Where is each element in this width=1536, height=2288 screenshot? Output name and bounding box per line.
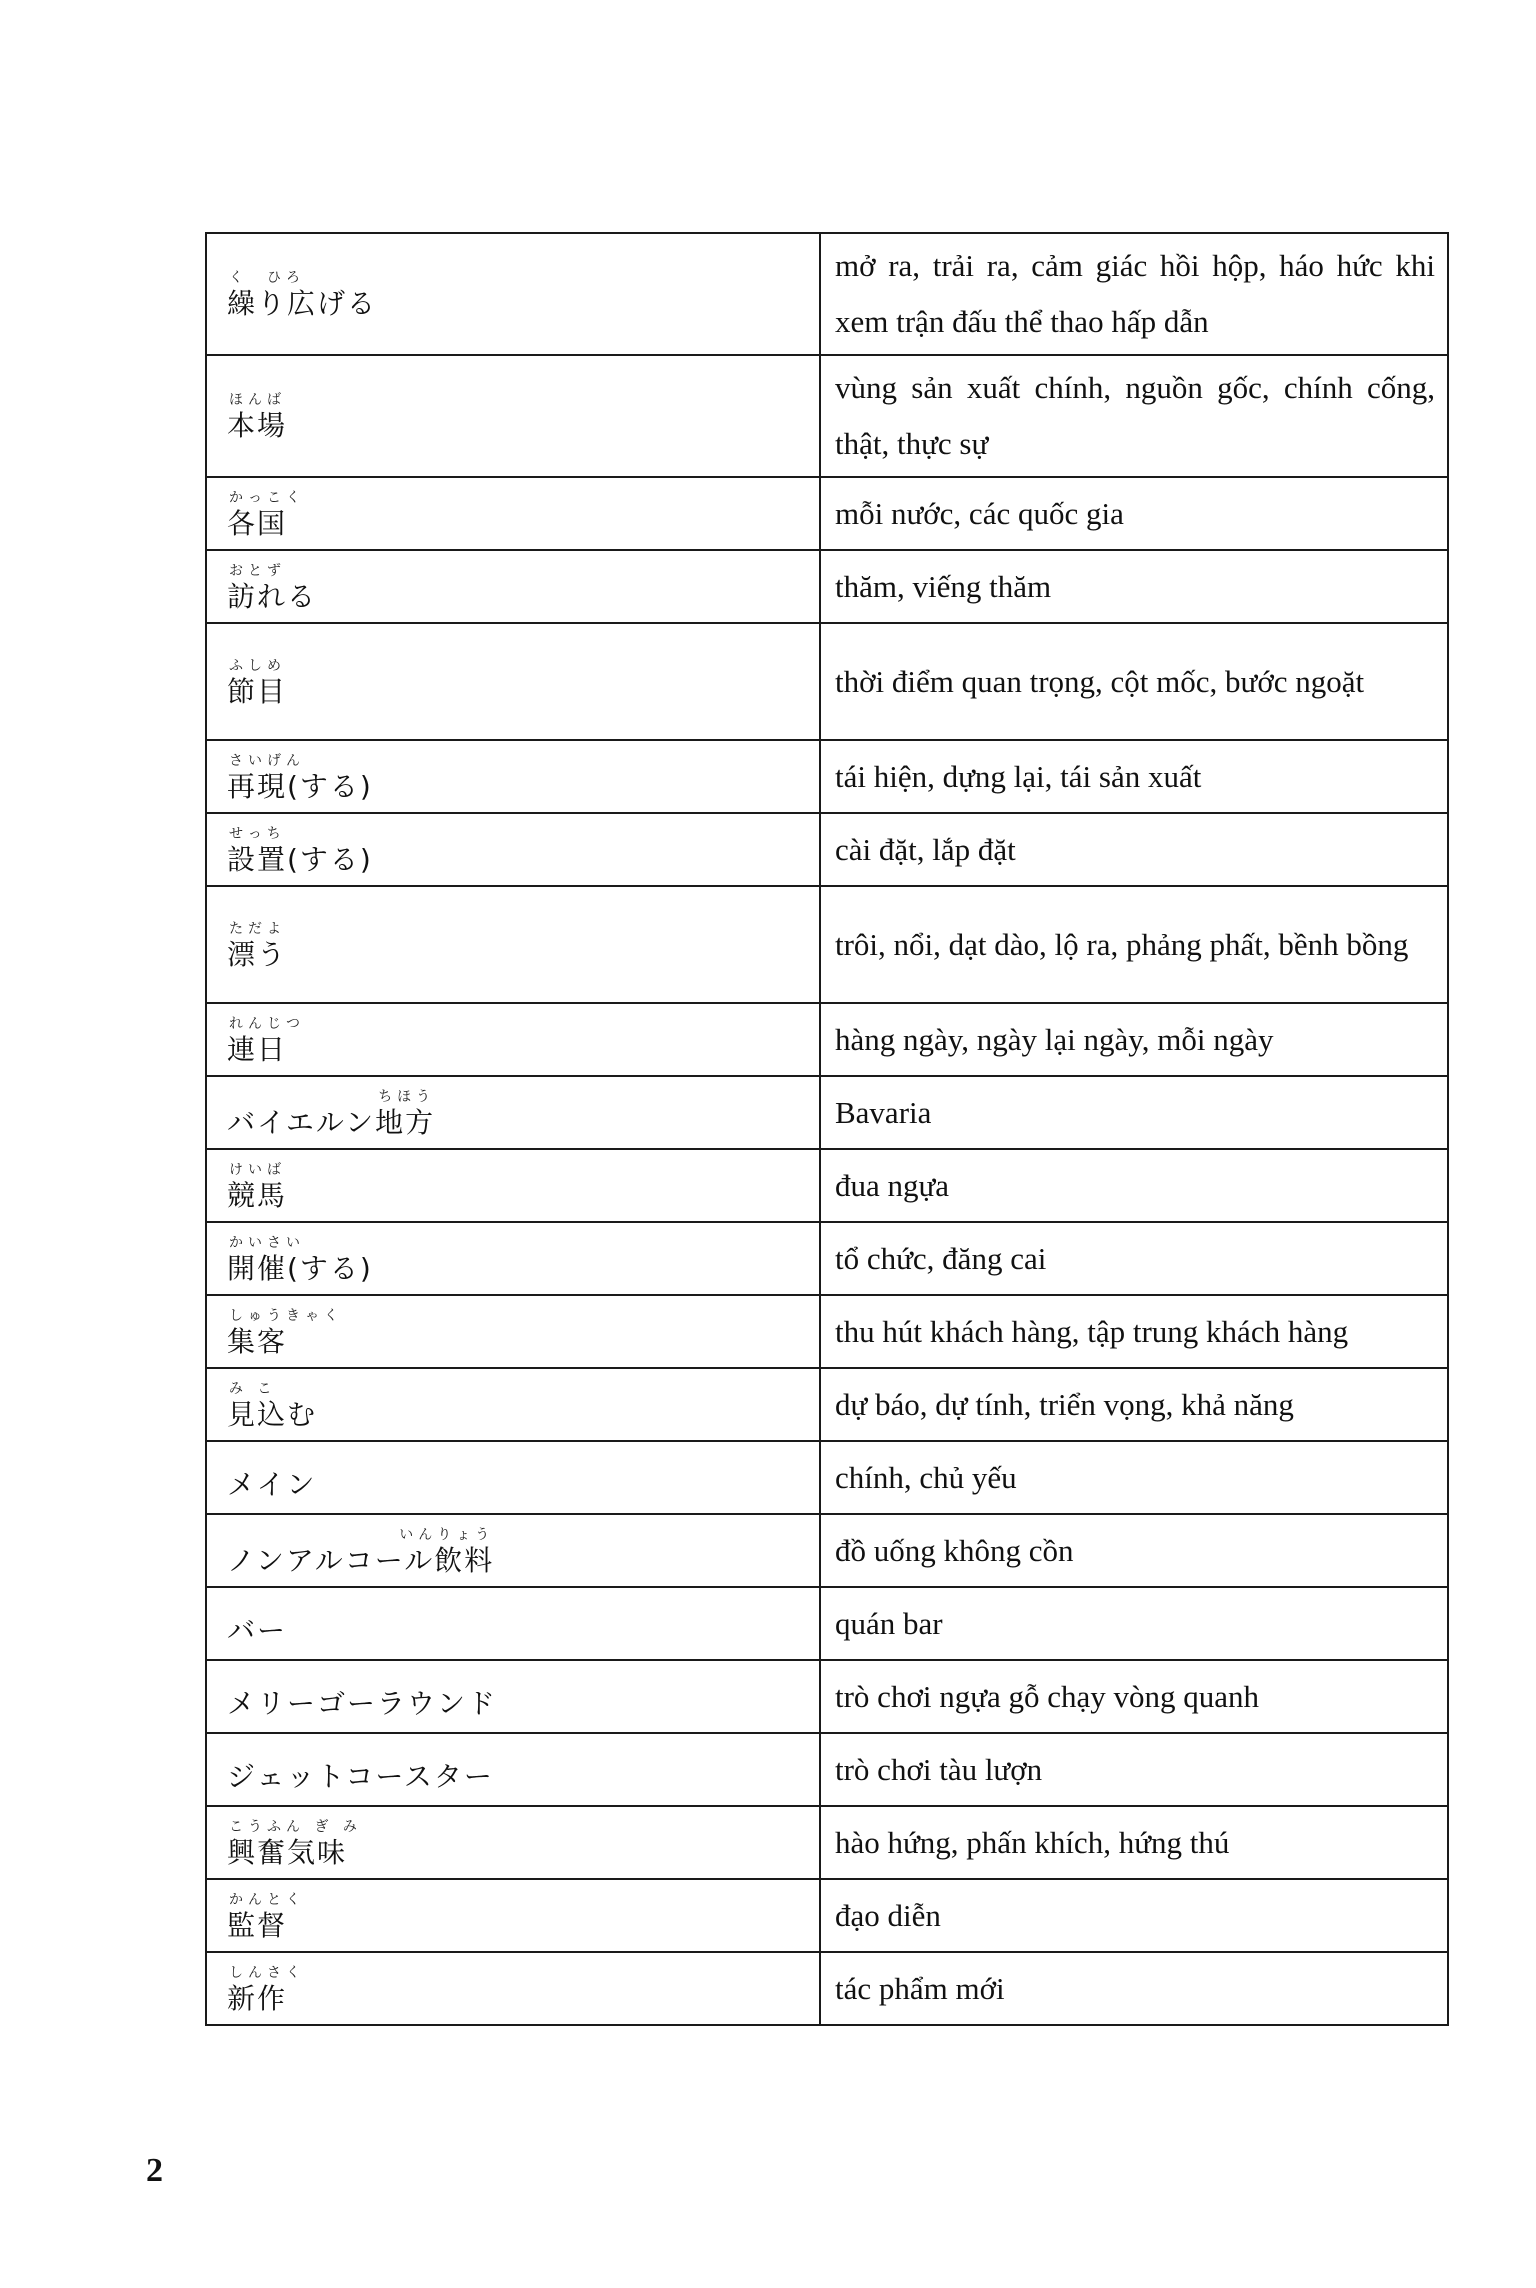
vietnamese-meaning: đồ uống không cồn — [820, 1514, 1448, 1587]
furigana: ふしめ — [229, 657, 286, 674]
japanese-term: メイン — [227, 1468, 317, 1501]
term-cell — [206, 355, 820, 477]
japanese-term: 見込む — [227, 1397, 318, 1431]
japanese-term: 各国 — [227, 506, 288, 540]
furigana: しゅうきゃく — [229, 1307, 343, 1324]
japanese-term: バー — [227, 1614, 288, 1647]
term-cell — [206, 813, 820, 886]
table-row — [206, 1003, 1448, 1076]
vietnamese-meaning: tác phẩm mới — [820, 1952, 1448, 2025]
japanese-term: 設置(する) — [227, 842, 373, 876]
japanese-term: 漂う — [227, 937, 288, 971]
furigana: けいば — [229, 1161, 286, 1178]
table-row — [206, 1514, 1448, 1587]
japanese-term: 開催(する) — [227, 1251, 373, 1285]
vietnamese-meaning: tái hiện, dựng lại, tái sản xuất — [820, 740, 1448, 813]
table-row — [206, 1952, 1448, 2025]
vietnamese-meaning: Bavaria — [820, 1076, 1448, 1149]
table-row — [206, 477, 1448, 550]
vietnamese-meaning: trò chơi tàu lượn — [820, 1733, 1448, 1806]
term-cell — [206, 740, 820, 813]
term-cell — [206, 233, 820, 355]
vietnamese-meaning: thu hút khách hàng, tập trung khách hàng — [820, 1295, 1448, 1368]
term-cell — [206, 1879, 820, 1952]
vietnamese-meaning: cài đặt, lắp đặt — [820, 813, 1448, 886]
table-row — [206, 623, 1448, 740]
term-cell — [206, 1806, 820, 1879]
japanese-term: 連日 — [227, 1032, 288, 1066]
japanese-term: 繰り広げる — [227, 287, 378, 320]
term-cell — [206, 1587, 820, 1660]
vietnamese-meaning: tổ chức, đăng cai — [820, 1222, 1448, 1295]
vietnamese-meaning: thăm, viếng thăm — [820, 550, 1448, 623]
japanese-term: 競馬 — [227, 1178, 288, 1212]
japanese-term: 再現(する) — [227, 769, 373, 803]
japanese-term: 興奮気味 — [227, 1835, 348, 1869]
furigana: れんじつ — [229, 1015, 305, 1032]
table-row — [206, 1295, 1448, 1368]
vietnamese-meaning: thời điểm quan trọng, cột mốc, bước ngoặt — [820, 623, 1448, 740]
furigana: いんりょう — [399, 1526, 495, 1543]
japanese-term: バイエルン地方 — [227, 1105, 436, 1139]
vietnamese-meaning: dự báo, dự tính, triển vọng, khả năng — [820, 1368, 1448, 1441]
table-row — [206, 886, 1448, 1003]
vietnamese-meaning: vùng sản xuất chính, nguồn gốc, chính cống, thật, thực sự — [820, 355, 1448, 477]
table-row — [206, 1733, 1448, 1806]
table-row — [206, 1076, 1448, 1149]
japanese-term: 節目 — [227, 674, 288, 708]
table-row — [206, 1441, 1448, 1514]
furigana: おとず — [229, 562, 286, 579]
term-cell — [206, 1441, 820, 1514]
table-row — [206, 355, 1448, 477]
term-cell — [206, 477, 820, 550]
table-row — [206, 233, 1448, 355]
table-row — [206, 1149, 1448, 1222]
term-cell — [206, 1222, 820, 1295]
furigana: ちほう — [378, 1088, 436, 1105]
furigana: かいさい — [229, 1234, 305, 1251]
term-cell — [206, 550, 820, 623]
furigana: み こ — [229, 1380, 277, 1397]
vietnamese-meaning: chính, chủ yếu — [820, 1441, 1448, 1514]
furigana: しんさく — [229, 1964, 305, 1981]
vietnamese-meaning: hàng ngày, ngày lại ngày, mỗi ngày — [820, 1003, 1448, 1076]
vietnamese-meaning: hào hứng, phấn khích, hứng thú — [820, 1806, 1448, 1879]
term-cell — [206, 1733, 820, 1806]
vocabulary-table — [205, 232, 1449, 2026]
term-cell — [206, 1660, 820, 1733]
term-cell — [206, 1514, 820, 1587]
furigana: こうふん ぎ み — [229, 1818, 362, 1835]
table-row — [206, 1660, 1448, 1733]
vietnamese-meaning: mỗi nước, các quốc gia — [820, 477, 1448, 550]
vietnamese-meaning: quán bar — [820, 1587, 1448, 1660]
term-cell — [206, 623, 820, 740]
japanese-term: 本場 — [227, 409, 288, 442]
table-row — [206, 1806, 1448, 1879]
japanese-term: ノンアルコール飲料 — [227, 1543, 495, 1577]
table-row — [206, 1222, 1448, 1295]
furigana: せっち — [229, 825, 286, 842]
term-cell — [206, 1295, 820, 1368]
japanese-term: メリーゴーラウンド — [227, 1687, 498, 1720]
table-row — [206, 1879, 1448, 1952]
term-cell — [206, 1952, 820, 2025]
japanese-term: ジェットコースター — [227, 1760, 494, 1793]
japanese-term: 新作 — [227, 1981, 288, 2015]
furigana: ほんば — [229, 392, 286, 408]
term-cell — [206, 1076, 820, 1149]
japanese-term: 訪れる — [227, 579, 318, 613]
japanese-term: 監督 — [227, 1908, 288, 1942]
vietnamese-meaning: đua ngựa — [820, 1149, 1448, 1222]
term-cell — [206, 1368, 820, 1441]
japanese-term: 集客 — [227, 1324, 288, 1358]
vietnamese-meaning: trò chơi ngựa gỗ chạy vòng quanh — [820, 1660, 1448, 1733]
furigana: かっこく — [229, 489, 305, 506]
furigana: ただよ — [229, 920, 286, 937]
vietnamese-meaning: mở ra, trải ra, cảm giác hồi hộp, háo hức khi xem trận đấu thể thao hấp dẫn — [820, 233, 1448, 355]
vietnamese-meaning: đạo diễn — [820, 1879, 1448, 1952]
table-row — [206, 813, 1448, 886]
vietnamese-meaning: trôi, nổi, dạt dào, lộ ra, phảng phất, bềnh bồng — [820, 886, 1448, 1003]
term-cell — [206, 1003, 820, 1076]
table-row — [206, 1368, 1448, 1441]
page-number: 2 — [146, 2152, 163, 2189]
furigana: さいげん — [229, 752, 305, 769]
table-row — [206, 550, 1448, 623]
furigana: かんとく — [229, 1891, 305, 1908]
table-row — [206, 740, 1448, 813]
table-row — [206, 1587, 1448, 1660]
term-cell — [206, 886, 820, 1003]
furigana: く ひろ — [229, 270, 305, 286]
term-cell — [206, 1149, 820, 1222]
